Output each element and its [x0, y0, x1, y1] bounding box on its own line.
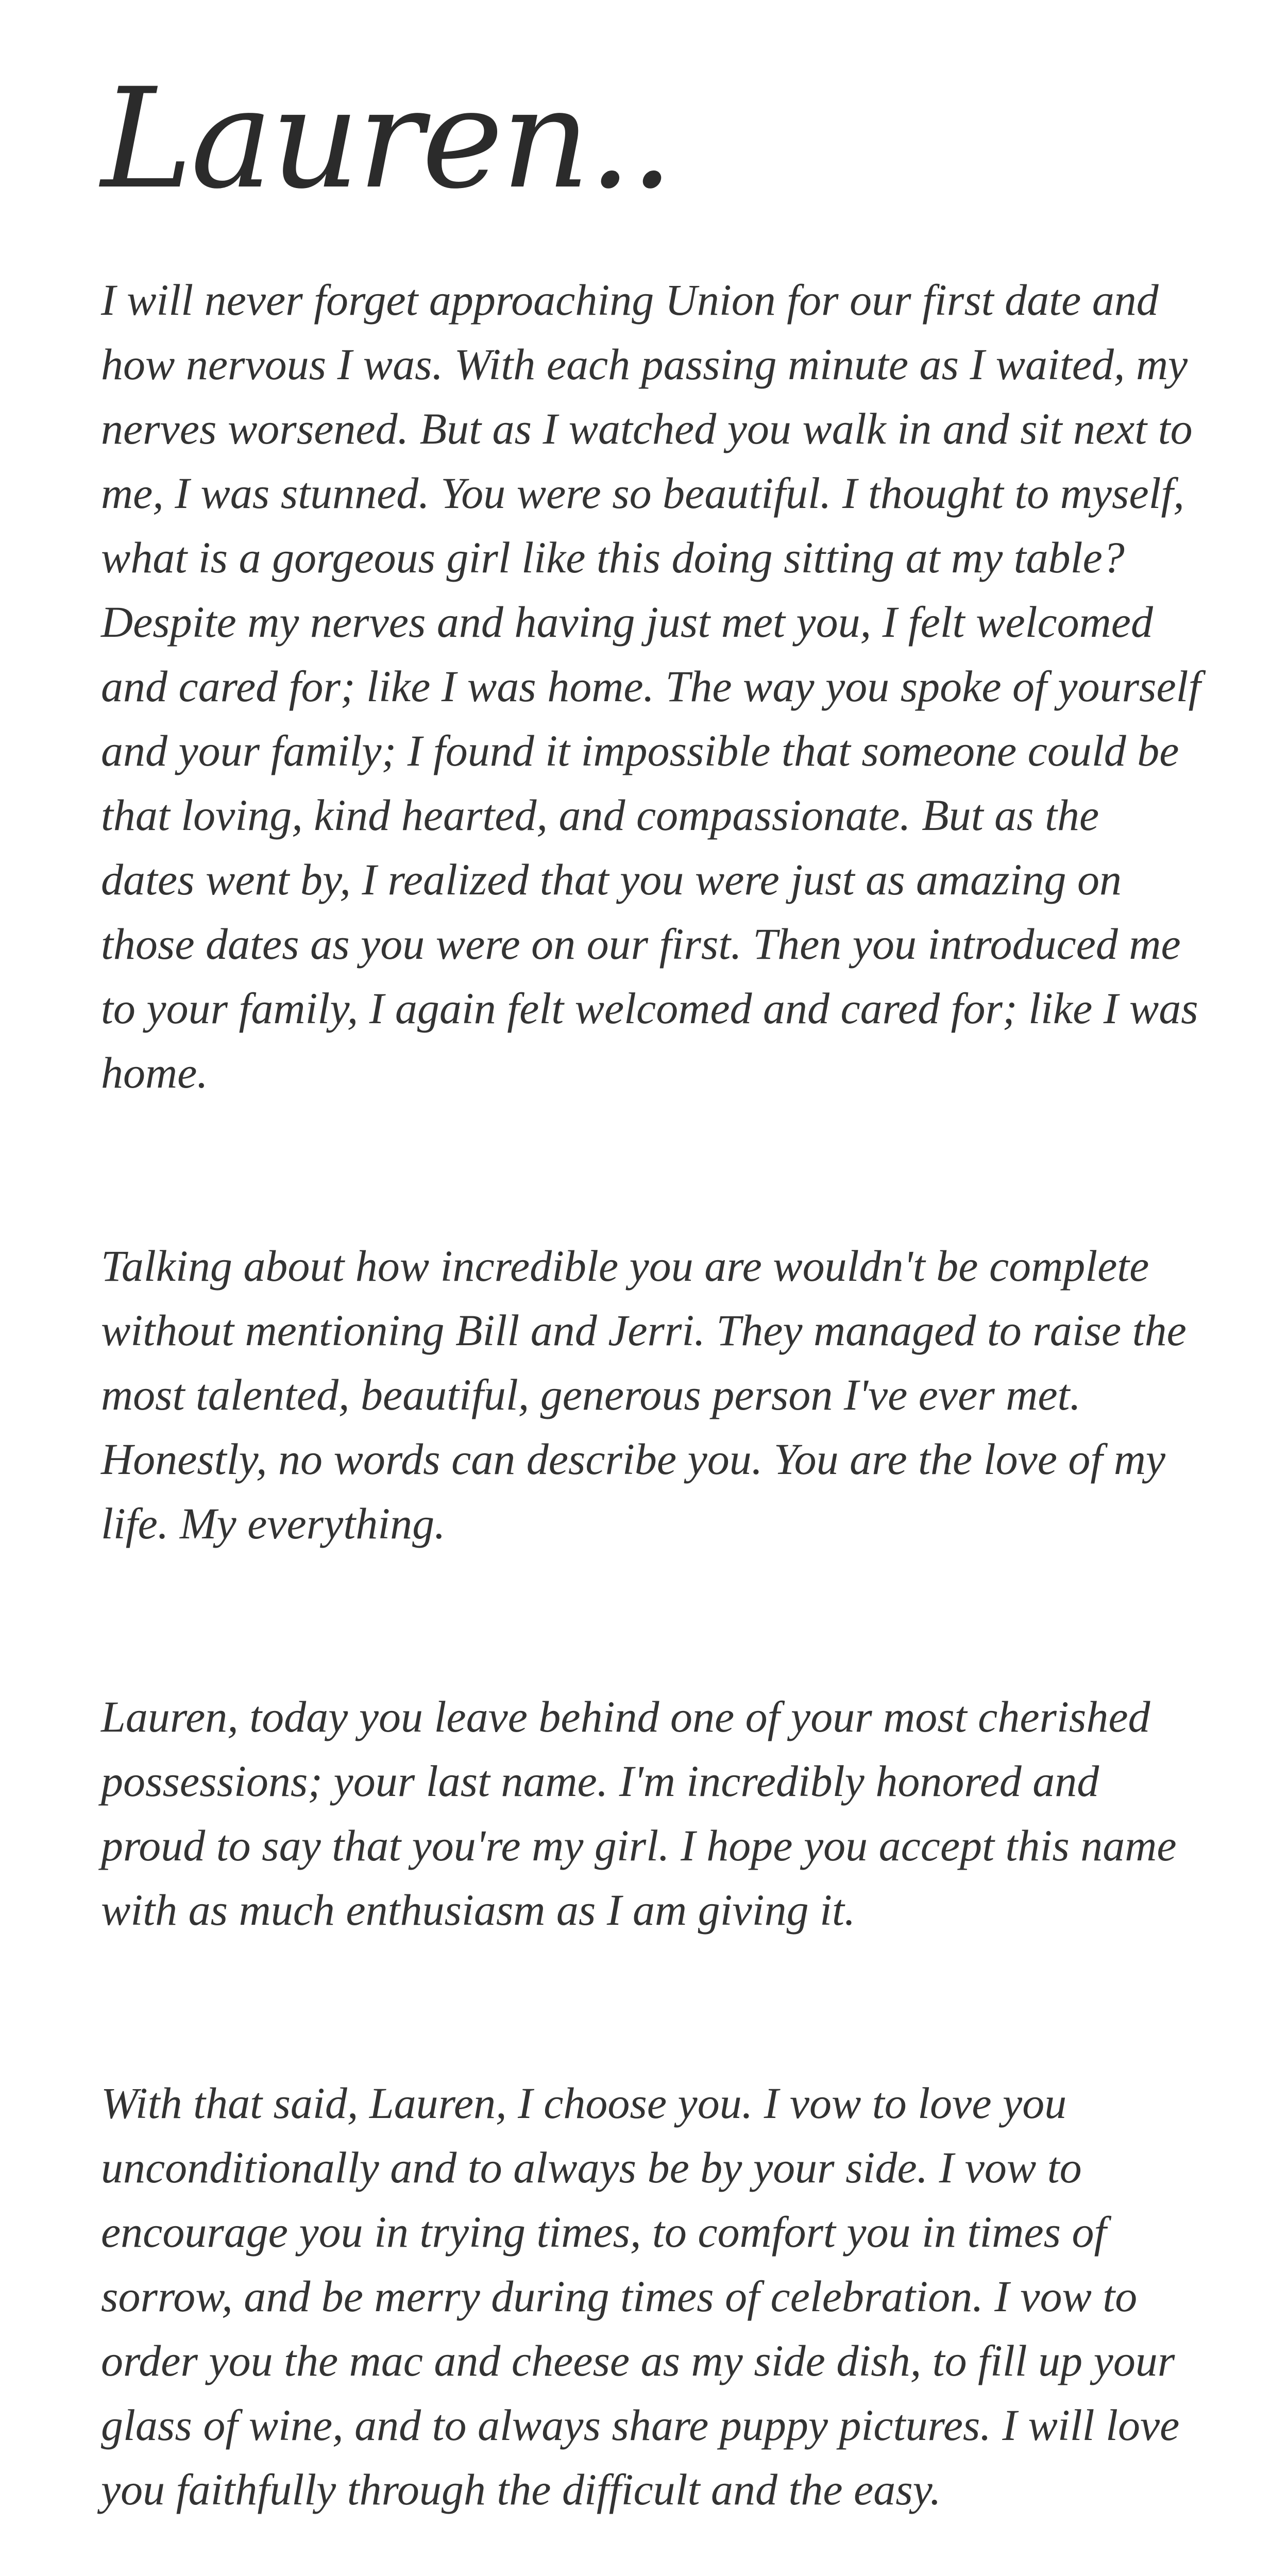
vow-paragraph-4: With that said, Lauren, I choose you. I vow to love you unconditionally and to always be by your side. I vow to encourage you in trying times, to comfort you in times of sorrow, and be merry during times of celebration. I vow to order you the mac and cheese as my side dish, to fill up your glass of wine, and to always share puppy pictures. I will love you faithfully through the difficult and the easy. [101, 2078, 1180, 2514]
vow-letter [101, 268, 1204, 2576]
vow-paragraph-3: Lauren, today you leave behind one of your most cherished possessions; your last name. I'm incredibly honored and proud to say that you're my girl. I hope you accept this name with as much enthusiasm as I am giving it. [101, 1692, 1177, 1935]
vow-paragraph-1: I will never forget approaching Union for our first date and how nervous I was. With each passing minute as I waited, my nerves worsened. But as I watched you walk in and sit next to me, I was stunned. You were so beautiful. I thought to myself, what is a gorgeous girl like this doing sitting at my table? Despite my nerves and having just met you, I felt welcomed and cared for; like I was home. The way you spoke of yourself and your family; I found it impossible that someone could be that loving, kind hearted, and compassionate. But as the dates went by, I realized that you were just as amazing on those dates as you were on our first. Then you introduced me to your family, I again felt welcomed and cared for; like I was home. [101, 275, 1201, 1097]
vow-paragraph-2: Talking about how incredible you are wouldn't be complete without mentioning Bill and Jerri. They managed to raise the most talented, beautiful, generous person I've ever met. Honestly, no words can describe you. You are the love of my life. My everything. [101, 1241, 1187, 1548]
page-title: Lauren.. [101, 59, 672, 219]
